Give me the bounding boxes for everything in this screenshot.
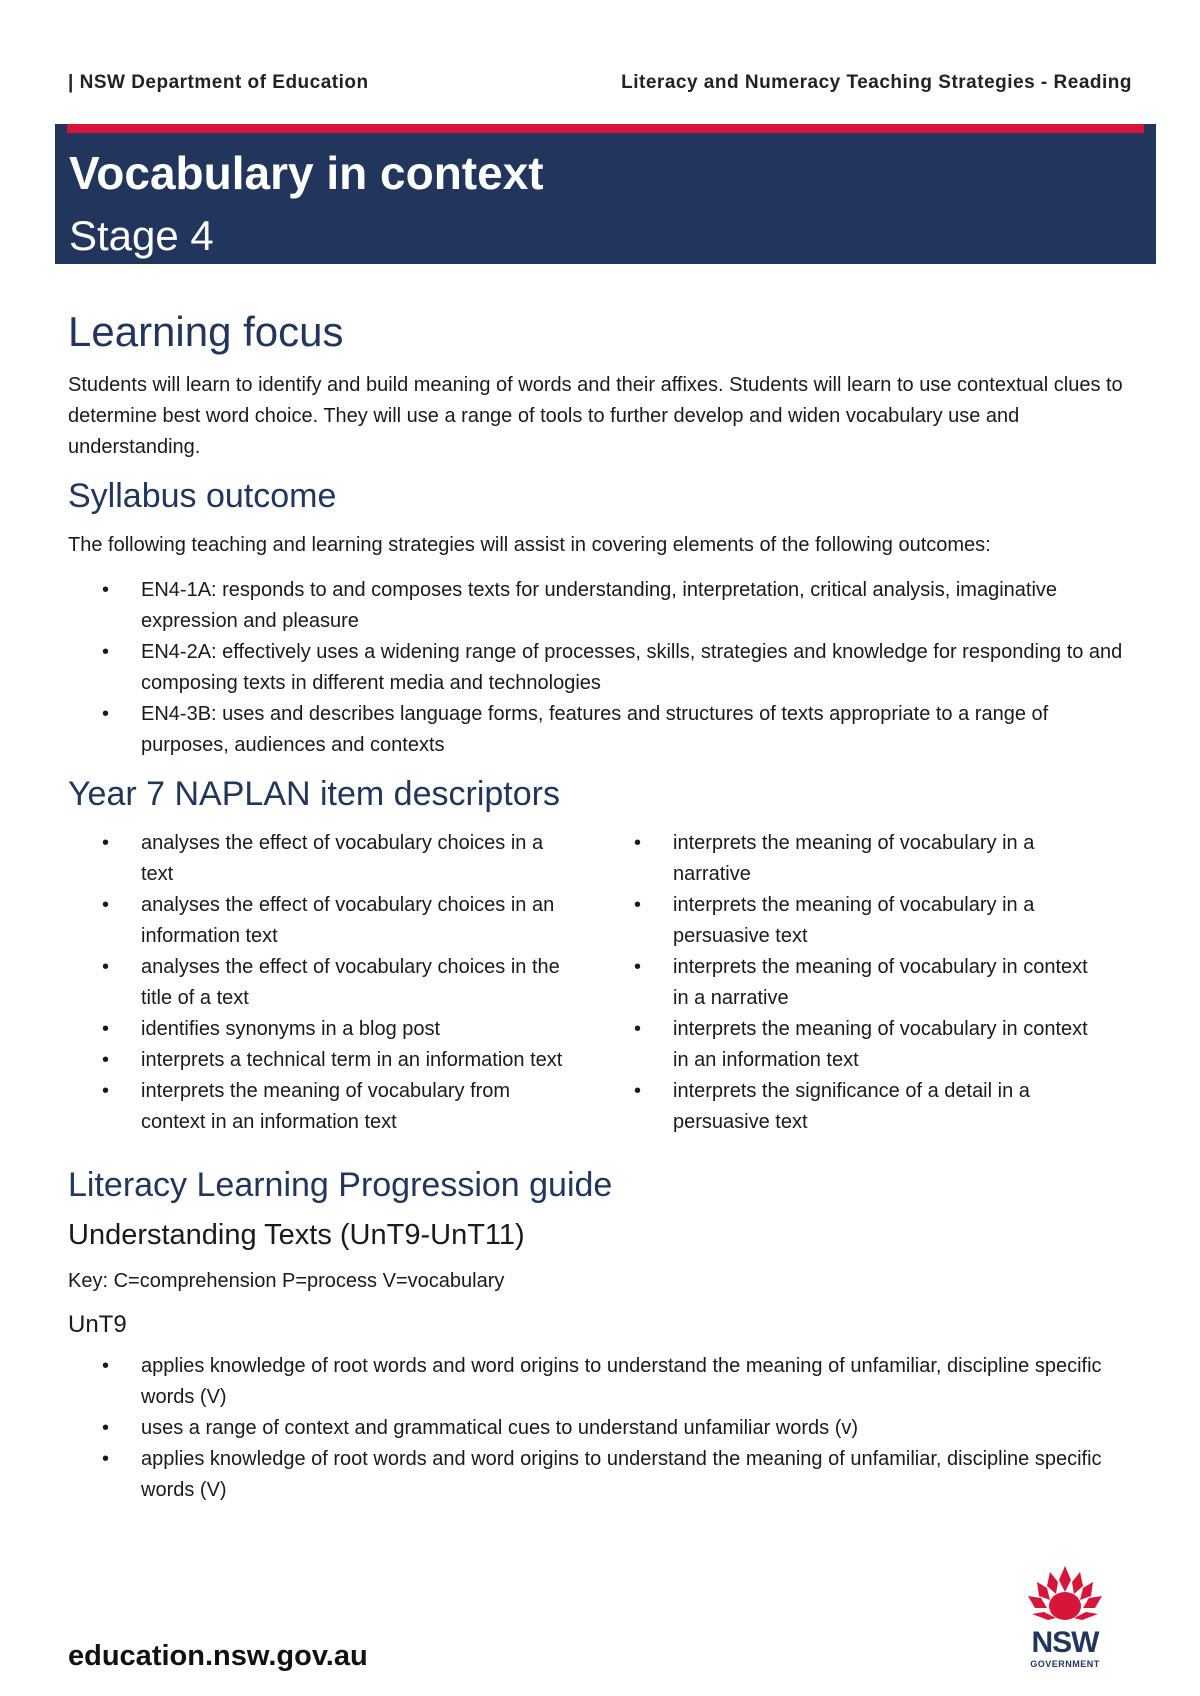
list-item: • analyses the effect of vocabulary choices in the title of a text (68, 952, 570, 1014)
bullet-icon: • (634, 894, 642, 916)
syllabus-outcome-heading: Syllabus outcome (68, 477, 337, 515)
bullet-icon: • (102, 1018, 110, 1040)
list-item: • interprets the meaning of vocabulary in context in a narrative (600, 952, 1102, 1014)
list-item: • interprets the meaning of vocabulary in a persuasive text (600, 890, 1102, 952)
learning-focus-text: Students will learn to identify and build meaning of words and their affixes. Students will learn to use contextual clues to determine best word choice. They will use a range of tools to further develop and widen vocabulary use and understanding. (68, 374, 1123, 458)
list-item: • interprets the meaning of vocabulary from context in an information text (68, 1076, 570, 1138)
header-document-series: Literacy and Numeracy Teaching Strategies - Reading (621, 72, 1132, 93)
title-banner (55, 124, 1156, 264)
main-content (68, 308, 1132, 1520)
list-item: • EN4-1A: responds to and composes texts for understanding, interpretation, critical analysis, imaginative expression and pleasure (68, 575, 1132, 637)
bullet-icon: • (102, 1049, 110, 1071)
progression-subheading: Understanding Texts (UnT9-UnT11) (68, 1219, 525, 1251)
list-item: • applies knowledge of root words and word origins to understand the meaning of unfamiliar, discipline specific words (V) (68, 1351, 1132, 1413)
bullet-icon: • (102, 1448, 110, 1470)
naplan-heading: Year 7 NAPLAN item descriptors (68, 775, 560, 813)
progression-list (68, 1351, 1132, 1506)
list-item: • identifies synonyms in a blog post (68, 1014, 570, 1045)
progression-level-heading: UnT9 (68, 1311, 127, 1338)
list-item: • interprets the meaning of vocabulary in context in an information text (600, 1014, 1102, 1076)
progression-heading: Literacy Learning Progression guide (68, 1166, 613, 1204)
bullet-icon: • (102, 1355, 110, 1377)
bullet-icon: • (634, 1080, 642, 1102)
bullet-icon: • (102, 579, 110, 601)
page-subtitle: Stage 4 (69, 212, 214, 259)
bullet-icon: • (634, 832, 642, 854)
list-item: • interprets the meaning of vocabulary in a narrative (600, 828, 1102, 890)
footer-website-url[interactable]: education.nsw.gov.au (68, 1640, 368, 1672)
list-item: • applies knowledge of root words and word origins to understand the meaning of unfamiliar, discipline specific words (V) (68, 1444, 1132, 1506)
list-item: • EN4-3B: uses and describes language forms, features and structures of texts appropriate to a range of purposes, audiences and contexts (68, 699, 1132, 761)
bullet-icon: • (102, 641, 110, 663)
header-department: | NSW Department of Education (68, 72, 369, 93)
bullet-icon: • (102, 894, 110, 916)
list-item: • analyses the effect of vocabulary choices in an information text (68, 890, 570, 952)
naplan-list-right (600, 828, 1132, 1138)
progression-key: Key: C=comprehension P=process V=vocabulary (68, 1270, 505, 1292)
bullet-icon: • (634, 1018, 642, 1040)
list-item: • interprets a technical term in an information text (68, 1045, 570, 1076)
bullet-icon: • (102, 956, 110, 978)
list-item: • EN4-2A: effectively uses a widening range of processes, skills, strategies and knowledge for responding to and composing texts in different media and technologies (68, 637, 1132, 699)
naplan-list-left (68, 828, 600, 1138)
nsw-government-label: GOVERNMENT (1030, 1659, 1100, 1669)
nsw-logo-text: NSW (1031, 1626, 1099, 1659)
naplan-columns (68, 828, 1132, 1152)
list-item: • interprets the significance of a detail in a persuasive text (600, 1076, 1102, 1138)
syllabus-intro: The following teaching and learning strategies will assist in covering elements of the following outcomes: (68, 534, 991, 556)
bullet-icon: • (102, 703, 110, 725)
page-header (68, 72, 1132, 94)
banner-accent-bar (67, 124, 1144, 133)
syllabus-outcome-list (68, 575, 1132, 761)
bullet-icon: • (102, 1080, 110, 1102)
list-item: • analyses the effect of vocabulary choices in a text (68, 828, 570, 890)
learning-focus-heading: Learning focus (68, 308, 344, 355)
list-item: • uses a range of context and grammatical cues to understand unfamiliar words (v) (68, 1413, 1132, 1444)
bullet-icon: • (102, 1417, 110, 1439)
page-title: Vocabulary in context (69, 147, 544, 199)
bullet-icon: • (634, 956, 642, 978)
bullet-icon: • (102, 832, 110, 854)
